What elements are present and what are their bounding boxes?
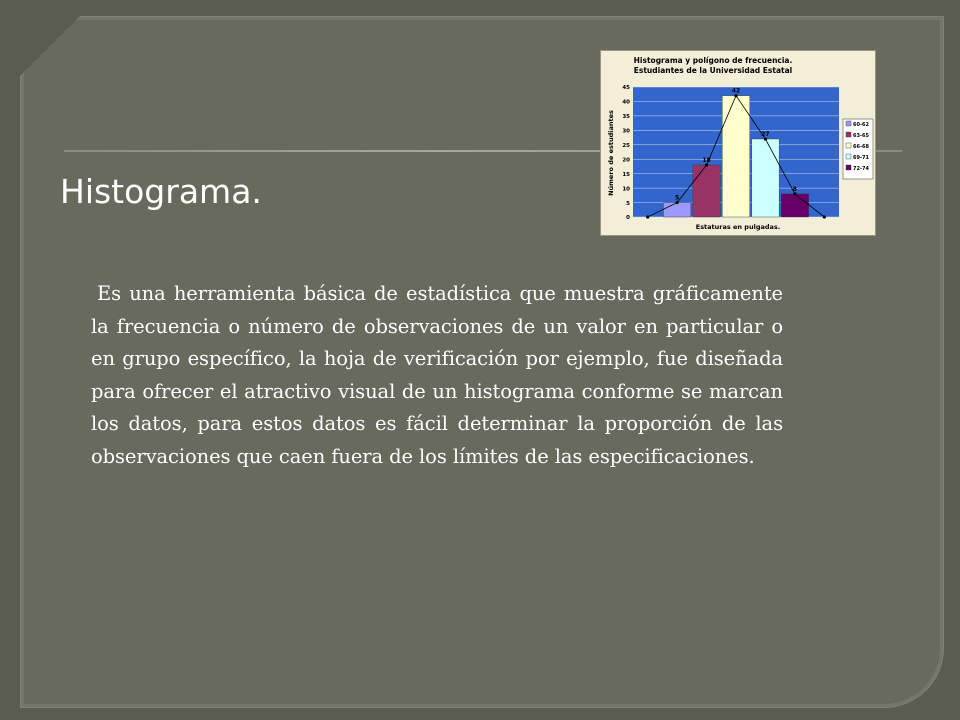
data-label: 27 (761, 131, 770, 138)
legend-entry: 60-62 (853, 122, 869, 128)
histogram-bar (781, 194, 808, 217)
chart-title: Histograma y polígono de frecuencia. (633, 56, 793, 65)
y-tick-label: 30 (622, 128, 630, 135)
histogram-chart (601, 51, 875, 235)
histogram-bar (693, 165, 720, 217)
y-tick-label: 35 (622, 114, 630, 121)
legend-entry: 72-74 (853, 166, 869, 172)
polygon-point (646, 215, 649, 218)
polygon-point (823, 215, 826, 218)
histogram-bar (722, 96, 749, 217)
legend-swatch (846, 132, 851, 137)
legend-swatch (846, 121, 851, 126)
data-label: 42 (731, 87, 741, 95)
slide-paragraph: Es una herramienta básica de estadística que muestra gráficamente la frecuencia o número de observaciones de un valor en particular o en grupo específico, la hoja de verificación por ejemplo, fue diseñada para ofrecer el atractivo visual de un histograma conforme se marcan los datos, para estos datos es fácil determinar la proporción de las observaciones que caen fuera de los límites de las especificaciones. (91, 282, 783, 468)
y-tick-label: 20 (622, 157, 630, 164)
data-label: 18 (702, 157, 711, 164)
y-tick-label: 0 (626, 215, 630, 222)
legend-swatch (846, 154, 851, 159)
y-tick-label: 5 (626, 200, 630, 207)
y-tick-label: 10 (622, 186, 630, 193)
legend-entry: 63-65 (853, 133, 869, 139)
legend-swatch (846, 165, 851, 170)
y-tick-label: 45 (622, 85, 630, 92)
histogram-bar (752, 139, 779, 217)
histogram-bar (663, 203, 690, 217)
legend-entry: 66-68 (853, 144, 869, 150)
y-tick-label: 40 (622, 99, 630, 106)
legend-swatch (846, 143, 851, 148)
data-label: 5 (675, 194, 680, 202)
legend-entry: 69-71 (853, 155, 869, 161)
data-label: 8 (792, 185, 797, 193)
y-tick-label: 15 (622, 171, 630, 178)
slide-title: Histograma. (60, 172, 262, 211)
y-tick-label: 25 (622, 142, 630, 149)
chart-ylabel: Número de estudiantes (607, 110, 615, 196)
histogram-chart-image (600, 50, 876, 236)
chart-xlabel: Estaturas en pulgadas. (695, 223, 781, 231)
chart-subtitle: Estudiantes de la Universidad Estatal (633, 66, 793, 75)
